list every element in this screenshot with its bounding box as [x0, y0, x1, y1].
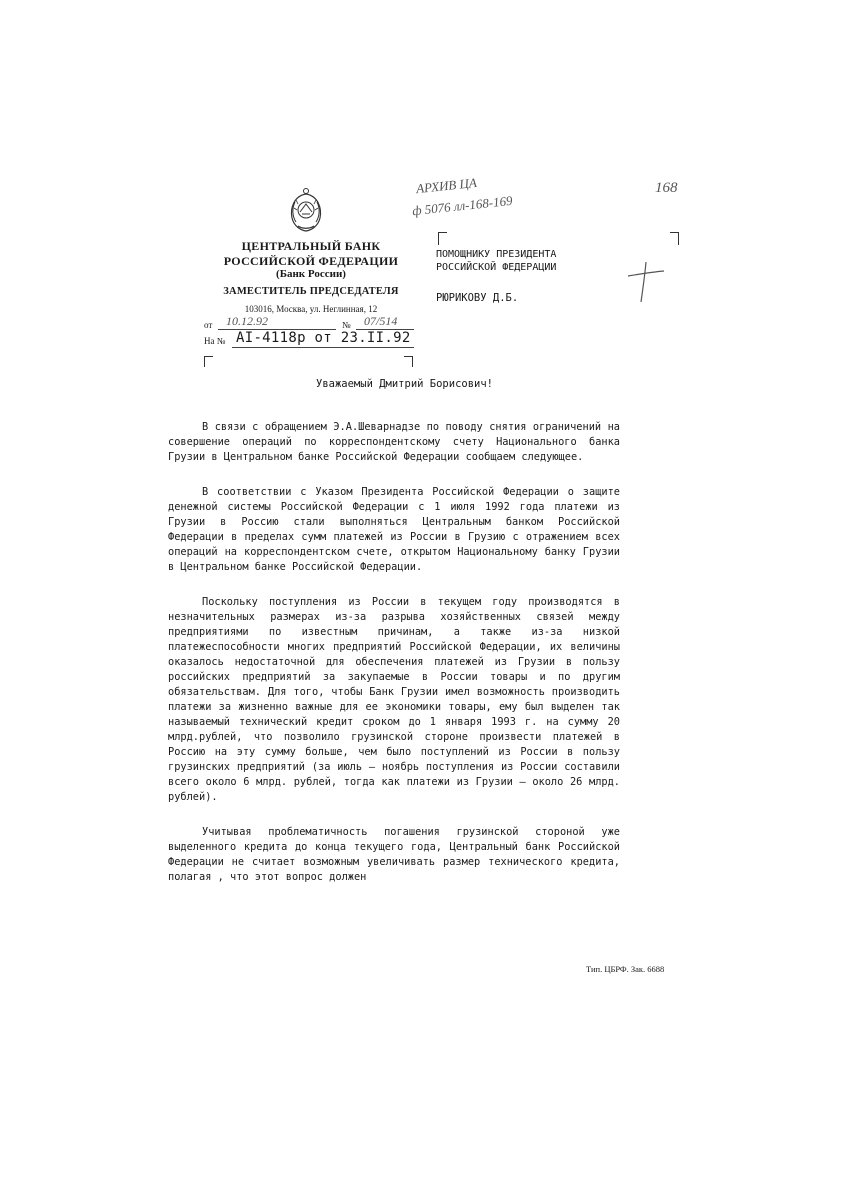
addressee-line2: РОССИЙСКОЙ ФЕДЕРАЦИИ — [436, 262, 557, 273]
letter-body — [168, 420, 620, 905]
bank-name — [206, 239, 416, 269]
incoming-reference — [204, 330, 414, 348]
page-number-handwritten: 168 — [655, 180, 678, 196]
archive-note-line1: АРХИВ ЦА — [415, 174, 478, 197]
recipient-name: РЮРИКОВУ Д.Б. — [436, 292, 519, 304]
reference-underline — [232, 347, 414, 348]
reference-label: На № — [204, 336, 226, 346]
paragraph-4: Учитывая проблематичность погашения грузинской стороной уже выделенного кредита до конца текущего года, Центральный банк Российской Федерации не считает возможным увеличивать размер технического кредита, полагая , что этот вопрос должен — [168, 826, 620, 883]
paragraph-3: Поскольку поступления из России в текущем году производятся в незначительных размерах из-за разрыва хозяйственных связей между предприятиями по известным причинам, а также из-за низкой платежеспособности многих предприятий Российской Федерации, их величины оказалось недостаточной для обеспечения платежей из Грузии в пользу российских предприятий за закупаемые в России товары и по другим обязательствам. Для того, чтобы Банк Грузии имел возможность производить платежи за жизненно важные для ее экономики товары, ему был выделен так называемый технический кредит сроком до 1 января 1993 г. на сумму 20 млрд.рублей, что позволило грузинской стороне произвести платежей в Россию на эту сумму больше, чем было поступлений из России в пользу грузинских предприятий (за июль – ноябрь поступления из России составили всего около 6 млрд. рублей, тогда как платежи из Грузии – около 26 млрд. рублей). — [168, 596, 620, 803]
from-label: от — [204, 320, 213, 330]
letter-number: 07/514 — [364, 314, 398, 328]
archive-note-line2: ф 5076 лл-168-169 — [411, 192, 514, 219]
paragraph-2: В соответствии с Указом Президента Российской Федерации о защите денежной системы Российской Федерации с 1 июля 1992 года платежи из Грузии в Россию стали выполняться Центральным банком Российской Федерации в пределах сумм платежей из России в Грузию с отражением всех операций на корреспондентском счете, открытом Национальному банку Грузии в Центральном банке Российской Федерации. — [168, 486, 620, 573]
number-label: № — [342, 320, 351, 330]
bank-address: 103016, Москва, ул. Неглинная, 12 — [244, 304, 378, 314]
bank-name-line1: ЦЕНТРАЛЬНЫЙ БАНК — [241, 239, 381, 253]
sender-position: ЗАМЕСТИТЕЛЬ ПРЕДСЕДАТЕЛЯ — [223, 286, 399, 297]
print-footer: Тип. ЦБРФ. Зак. 6688 — [586, 964, 665, 974]
paragraph-1: В связи с обращением Э.А.Шеварнадзе по поводу снятия ограничений на совершение операций по корреспондентскому счету Национального банка Грузии в Центральном банке Российской Федерации сообщаем следующее. — [168, 421, 620, 463]
addressee-block — [436, 248, 556, 274]
addressee-corner-right — [670, 232, 679, 245]
corner-mark-top-right — [404, 356, 413, 367]
bank-name-line2: РОССИЙСКОЙ ФЕДЕРАЦИИ — [223, 254, 399, 268]
coat-of-arms-icon — [286, 186, 326, 232]
outgoing-reference — [204, 314, 414, 330]
addressee-corner-left — [438, 232, 447, 245]
salutation: Уважаемый Дмитрий Борисович! — [316, 378, 494, 390]
reference-value: АI-4118р от 23.II.92 — [236, 330, 411, 346]
letter-date: 10.12.92 — [226, 314, 268, 328]
bank-short-name: (Банк России) — [276, 268, 346, 280]
handwritten-cross-mark — [626, 262, 666, 302]
addressee-line1: ПОМОЩНИКУ ПРЕЗИДЕНТА — [436, 249, 557, 260]
corner-mark-top-left — [204, 356, 213, 367]
